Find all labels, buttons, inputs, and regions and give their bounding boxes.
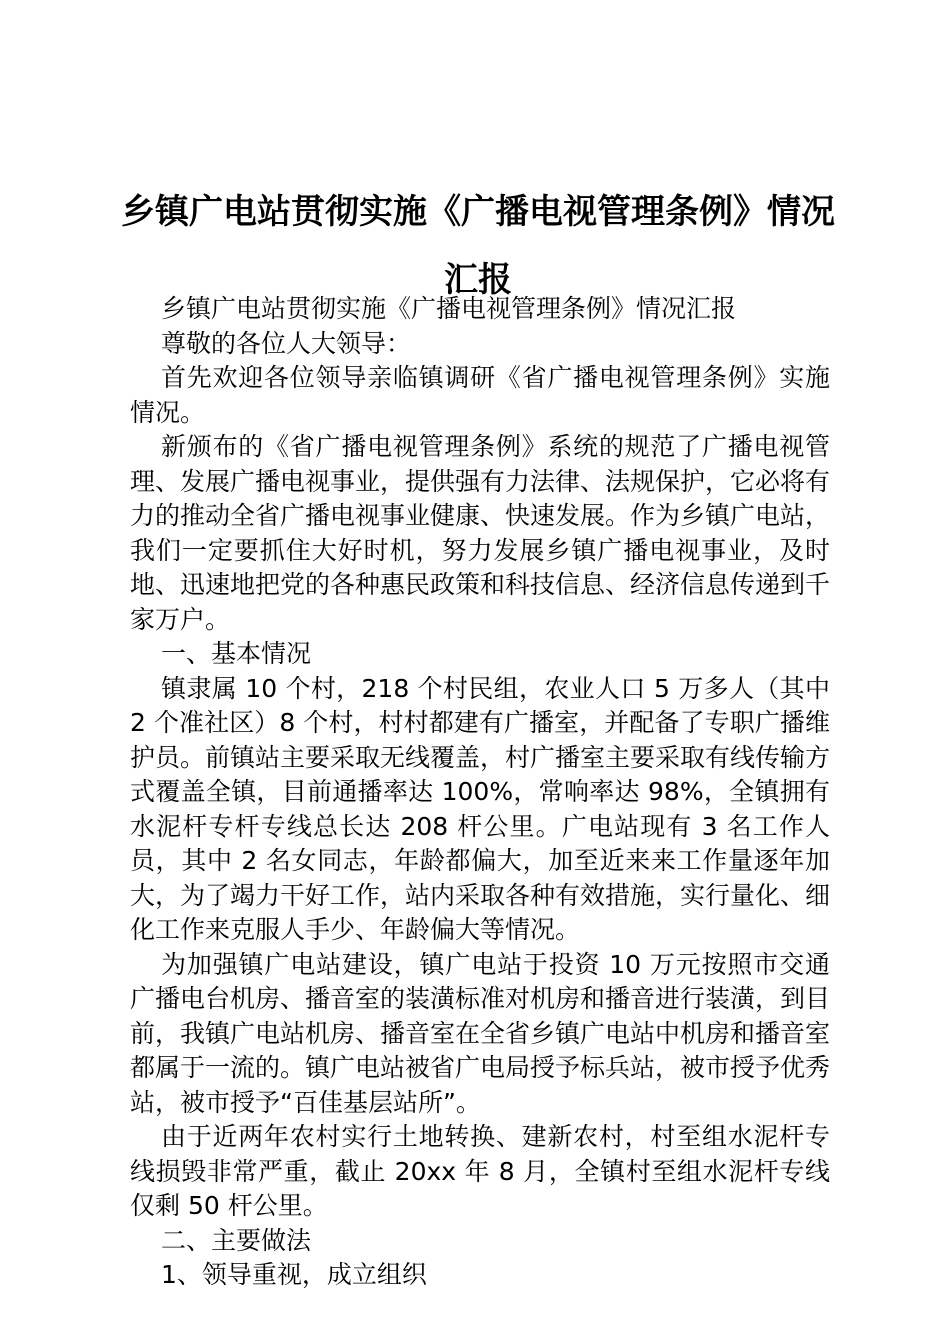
- paragraph-station-construction: 为加强镇广电站建设，镇广电站于投资 10 万元按照市交通广播电台机房、播音室的装潢标准对机房和播音进行装潢，到目前，我镇广电站机房、播音室在全省乡镇广电站中机房和播音室都属于一流的。镇广电站被省广电局授予标兵站，被市授予优秀站，被市授予“百佳基层站所”。: [130, 949, 831, 1117]
- paragraph-introduction: 新颁布的《省广播电视管理条例》系统的规范了广播电视管理、发展广播电视事业，提供强有力法律、法规保护，它必将有力的推动全省广播电视事业健康、快速发展。作为乡镇广电站，我们一定要抓住大好时机，努力发展乡镇广播电视事业，及时地、迅速地把党的各种惠民政策和科技信息、经济信息传递到千家万户。: [130, 432, 831, 634]
- section-heading-basic-situation: 一、基本情况: [161, 639, 312, 668]
- document-body: [130, 292, 830, 1293]
- paragraph-salutation: 尊敬的各位人大领导：: [161, 328, 412, 358]
- paragraph-welcome: 首先欢迎各位领导亲临镇调研《省广播电视管理条例》实施情况。: [130, 363, 830, 427]
- paragraph-line-damage: 由于近两年农村实行土地转换、建新农村，村至组水泥杆专线损毁非常严重，截止 20xx 年 8 月，全镇村至组水泥杆专线仅剩 50 杆公里。: [130, 1122, 830, 1220]
- document-title: 乡镇广电站贯彻实施《广播电视管理条例》情况汇报: [121, 192, 835, 300]
- subsection-heading-leadership: 1、领导重视，成立组织: [161, 1260, 427, 1289]
- paragraph-repeated-title: 乡镇广电站贯彻实施《广播电视管理条例》情况汇报: [161, 294, 737, 323]
- paragraph-basic-situation: 镇隶属 10 个村，218 个村民组，农业人口 5 万多人（其中 2 个准社区）8 个村，村村都建有广播室，并配备了专职广播维护员。前镇站主要采取无线覆盖，村广播室主要采取有线传输方式覆盖全镇，目前通播率达 100%，常响率达 98%，全镇拥有水泥杆专杆专线总长达 208 杆公里。广电站现有 3 名工作人员，其中 2 名女同志，年龄都偏大，加至近来来工作量逐年加大，为了竭力干好工作，站内采取各种有效措施，实行量化、细化工作来克服人手少、年龄偏大等情况。: [130, 673, 831, 944]
- section-heading-main-practices: 二、主要做法: [161, 1225, 312, 1255]
